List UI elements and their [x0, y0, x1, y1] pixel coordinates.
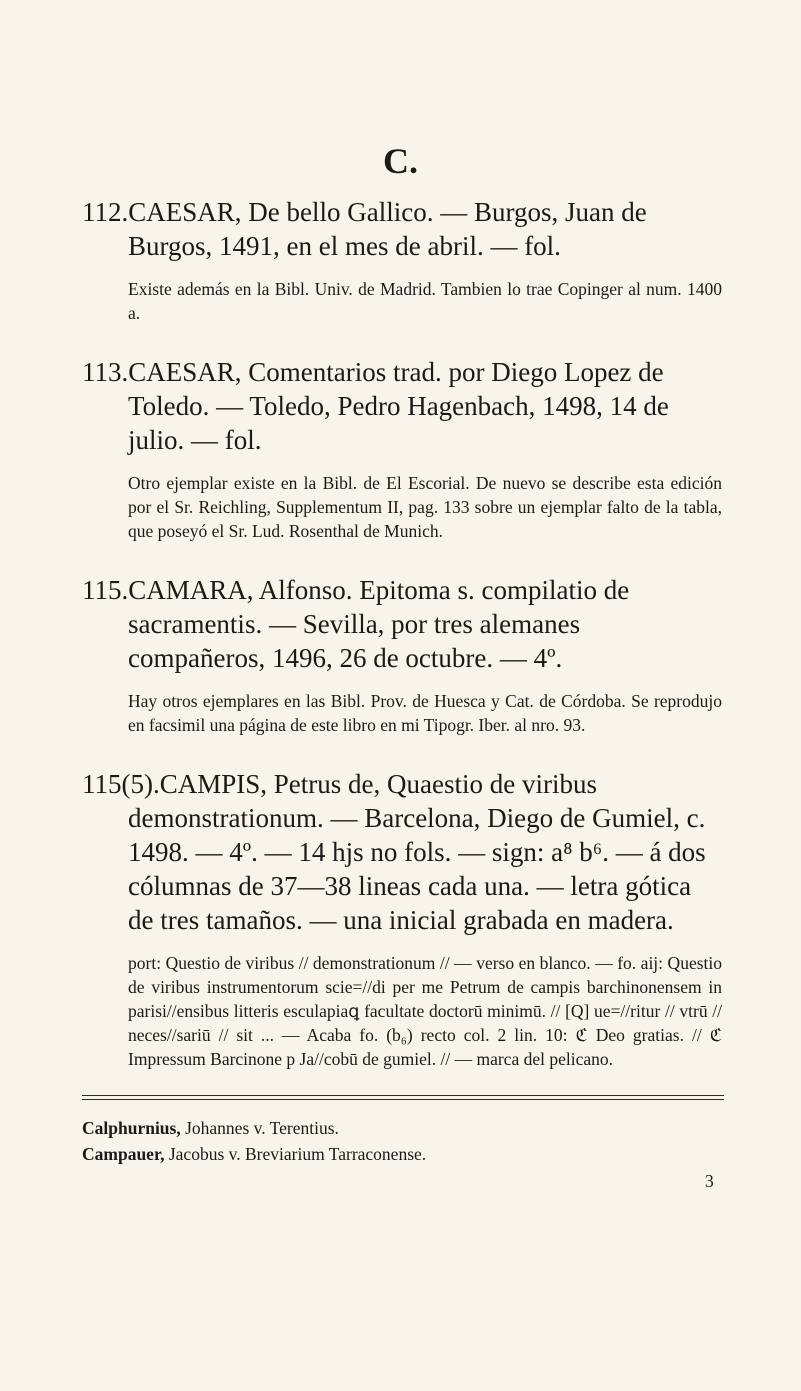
- entry-heading: [82, 573, 722, 675]
- entry-heading: [82, 355, 722, 457]
- entry-113: [82, 355, 722, 543]
- entry-115-5: [82, 767, 722, 1071]
- entry-heading-text: CAMPIS, Petrus de, Quaestio de viribus demonstrationum. — Barcelona, Diego de Gumiel, c. 1498. — 4º. — 14 hjs no fols. — sign: a⁸ b⁶. — á dos cólumnas de 37—38 lineas cada una. — letra gótica de tres tamaños. — una inicial grabada en madera.: [128, 769, 706, 935]
- entry-112: [82, 195, 722, 325]
- entry-note: Existe además en la Bibl. Univ. de Madrid. Tambien lo trae Copinger al num. 1400 a.: [128, 279, 722, 323]
- entry-heading-text: CAESAR, De bello Gallico. — Burgos, Juan de Burgos, 1491, en el mes de abril. — fol.: [128, 197, 647, 261]
- cross-ref-name: Calphurnius,: [82, 1118, 181, 1138]
- entry-note: Hay otros ejemplares en las Bibl. Prov. de Huesca y Cat. de Córdoba. Se reprodujo en facsimil una página de este libro en mi Tipogr. Iber. al nro. 93.: [128, 691, 722, 735]
- cross-ref-text: Johannes v. Terentius.: [185, 1118, 339, 1138]
- entry-number: 115(5).: [82, 769, 160, 799]
- cross-ref-text: Jacobus v. Breviarium Tarraconense.: [168, 1144, 427, 1164]
- entry-heading-text: CAESAR, Comentarios trad. por Diego Lopez de Toledo. — Toledo, Pedro Hagenbach, 1498, 14 de julio. — fol.: [128, 357, 669, 455]
- cross-references: [82, 1115, 722, 1167]
- cross-ref-item: [82, 1115, 722, 1141]
- entry-number: 113.: [82, 357, 129, 387]
- divider-rule: [82, 1099, 724, 1100]
- entry-note: port: Questio de viribus // demonstrationum // — verso en blanco. — fo. aij: Questio de viribus instrumentorum scie=//di per me Petrum de campis barchinonensem in parisi//ensibus litteris esculapiaꝗ facultate doctorū minimū. // [Q] ue=//ritur // vtrū // neces//sariū // sit ... — Acaba fo. (b₆) recto col. 2 lin. 10: ℭ Deo gratias. // ℭ Impressum Barcinone p Ja//cobū de gumiel. // — marca del pelicano.: [128, 953, 722, 1069]
- entry-heading: [82, 767, 722, 937]
- page-number: 3: [705, 1171, 714, 1191]
- entry-number: 112.: [82, 197, 129, 227]
- section-letter: C.: [383, 141, 418, 181]
- divider-rule: [82, 1095, 724, 1096]
- cross-ref-item: [82, 1141, 722, 1167]
- entry-heading-text: CAMARA, Alfonso. Epitoma s. compilatio de sacramentis. — Sevilla, por tres alemanes compañeros, 1496, 26 de octubre. — 4º.: [128, 575, 630, 673]
- entry-115: [82, 573, 722, 737]
- entry-number: 115.: [82, 575, 129, 605]
- entry-heading: [82, 195, 722, 263]
- cross-ref-name: Campauer,: [82, 1144, 165, 1164]
- entry-note: Otro ejemplar existe en la Bibl. de El Escorial. De nuevo se describe esta edición por el Sr. Reichling, Supplementum II, pag. 133 sobre un ejemplar falto de la tabla, que poseyó el Sr. Lud. Rosenthal de Munich.: [128, 473, 722, 541]
